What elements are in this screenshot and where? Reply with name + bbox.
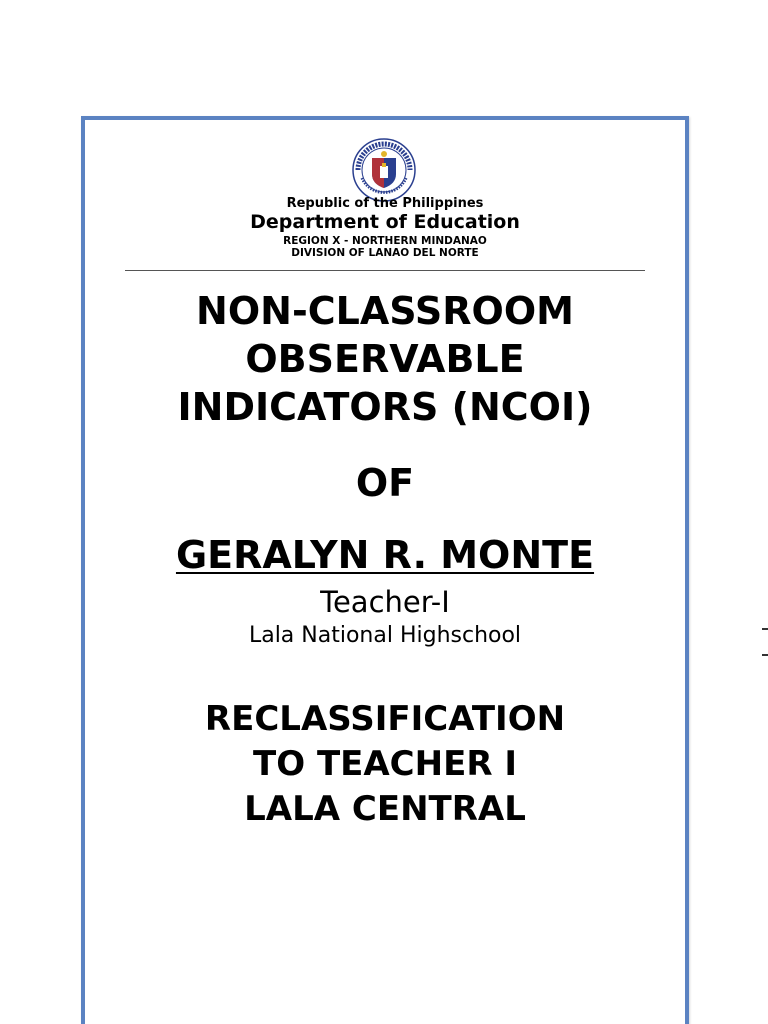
purpose-line-1: RECLASSIFICATION xyxy=(204,699,566,739)
title-line-1: NON-CLASSROOM xyxy=(196,289,574,333)
purpose-line-2: TO TEACHER I xyxy=(253,744,517,784)
deped-seal-icon xyxy=(352,138,416,202)
margin-mark xyxy=(762,654,768,656)
title-line-2: OBSERVABLE xyxy=(245,337,525,381)
department-label: Department of Education xyxy=(250,211,520,233)
person-name: GERALYN R. MONTE xyxy=(175,533,595,577)
of-label: OF xyxy=(355,461,415,505)
purpose-line-3: LALA CENTRAL xyxy=(244,789,526,829)
region-label: REGION X - NORTHERN MINDANAO xyxy=(283,235,487,247)
margin-mark xyxy=(762,628,768,630)
title-line-3: INDICATORS (NCOI) xyxy=(177,385,593,429)
person-position: Teacher-I xyxy=(320,585,450,619)
letterhead-divider xyxy=(125,270,645,271)
person-school: Lala National Highschool xyxy=(248,623,522,648)
division-label: DIVISION OF LANAO DEL NORTE xyxy=(291,247,479,259)
republic-label: Republic of the Philippines xyxy=(286,196,484,211)
